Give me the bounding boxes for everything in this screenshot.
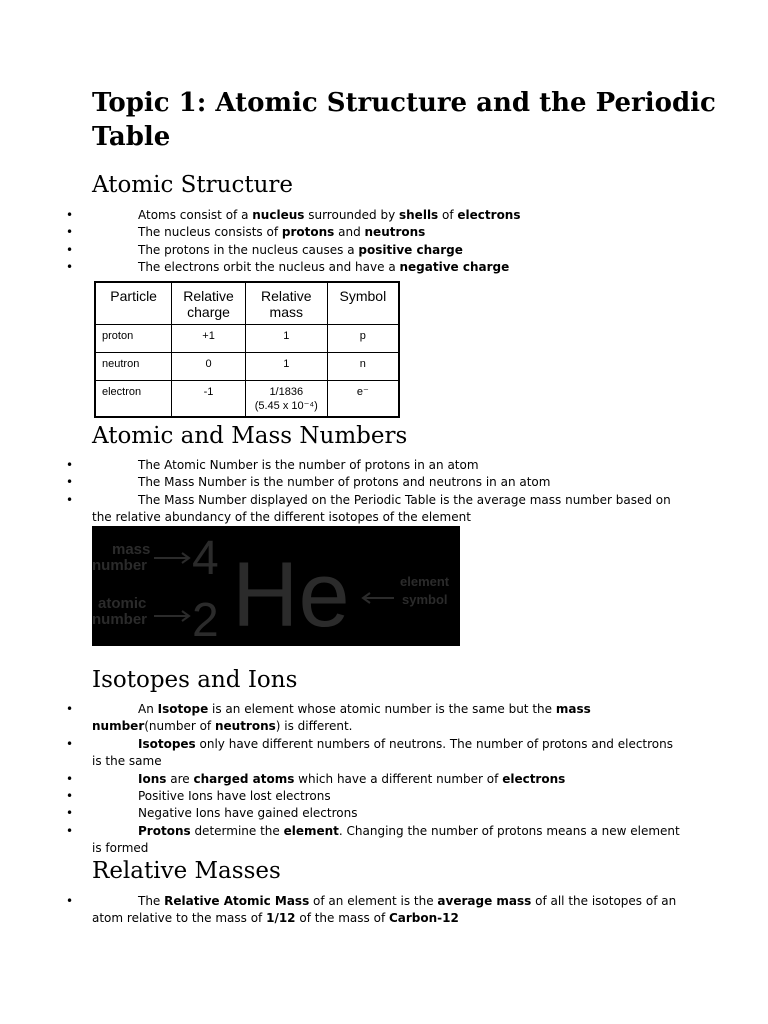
heading-isotopes-ions: Isotopes and Ions: [92, 667, 298, 693]
list-item: [0, 805, 680, 822]
mass-number-value: 4: [192, 532, 219, 585]
atomic-number-value: 2: [192, 594, 219, 646]
text-run: Positive Ions have lost electrons: [138, 789, 331, 804]
list-item: [0, 259, 680, 276]
header-particle: Particle: [95, 282, 172, 325]
list-item: [0, 207, 680, 224]
list-item: [0, 771, 680, 788]
text-run: The Atomic Number is the number of protons in an atom: [138, 458, 479, 472]
text-run: The nucleus consists of: [138, 225, 282, 240]
bold-text: Carbon-12: [388, 911, 459, 926]
text-run: are: [166, 771, 194, 786]
list-item: [0, 736, 680, 771]
list-item: [0, 823, 684, 858]
list-item: [0, 701, 680, 736]
text-run: of: [438, 208, 458, 222]
text-run: ) is different.: [275, 719, 353, 734]
text-run: which have a different number of: [294, 771, 503, 786]
text-run: (number of: [144, 719, 215, 734]
cell-symbol: e⁻: [327, 380, 399, 417]
text-run: The Mass Number is the number of protons and neutrons in an atom: [138, 475, 551, 490]
bold-text: positive charge: [358, 242, 463, 257]
text-run: Atoms consist of a: [138, 208, 253, 222]
bold-text: neutrons: [214, 719, 276, 734]
cell-mass-note: (5.45 x 10⁻⁴): [254, 399, 318, 412]
mass-label-word2: number: [92, 557, 148, 574]
header-symbol: Symbol: [327, 282, 399, 325]
particle-table: [94, 281, 400, 418]
bold-text: nucleus: [252, 208, 305, 222]
list-item: [0, 474, 680, 491]
bold-text: charged atoms: [193, 771, 295, 786]
bold-text: negative charge: [399, 260, 510, 275]
cell-mass: [245, 380, 327, 417]
bold-text: neutrons: [364, 225, 426, 240]
text-run: The electrons orbit the nucleus and have a: [138, 260, 400, 275]
text-run: The: [138, 894, 165, 908]
element-label-word1: element: [400, 574, 450, 589]
bold-text: average mass: [437, 894, 532, 908]
cell-mass: 1: [245, 352, 327, 380]
bold-text: 1/12: [266, 911, 296, 926]
header-relative-mass: Relative mass: [245, 282, 327, 325]
text-run: of all the isotopes of an atom relative to the mass of: [92, 894, 681, 926]
bold-text: element: [283, 823, 339, 838]
bold-text: Ions: [138, 771, 167, 786]
isotopes-list: [0, 701, 684, 858]
cell-symbol: n: [327, 352, 399, 380]
cell-mass: 1: [245, 325, 327, 353]
table-row-electron: [95, 380, 399, 417]
text-run: . Changing the number of protons means a new element is formed: [92, 823, 684, 856]
helium-notation-svg: [92, 526, 460, 646]
cell-charge: 0: [172, 352, 246, 380]
atomic-label-word1: atomic: [98, 595, 147, 612]
heading-relative-masses: Relative Masses: [92, 858, 281, 884]
text-run: The protons in the nucleus causes a: [138, 242, 359, 257]
bold-text: Relative Atomic Mass: [164, 894, 310, 908]
text-run: An: [138, 702, 158, 716]
text-run: only have different numbers of neutrons. The number of protons and electrons is the same: [92, 736, 677, 769]
cell-charge: -1: [172, 380, 246, 417]
mass-numbers-list: [0, 457, 680, 527]
header-relative-charge: Relative charge: [172, 282, 246, 325]
bold-text: shells: [399, 208, 439, 222]
bold-text: electrons: [457, 208, 521, 222]
text-run: is an element whose atomic number is the same but the: [208, 702, 556, 716]
bold-text: Protons: [138, 823, 191, 838]
table-header-row: [95, 282, 399, 325]
cell-symbol: p: [327, 325, 399, 353]
heading-atomic-mass-numbers: Atomic and Mass Numbers: [92, 423, 408, 449]
atomic-structure-list: [0, 207, 680, 277]
list-item: [0, 492, 680, 527]
list-item: [0, 893, 680, 928]
mass-label-word1: mass: [112, 541, 151, 558]
bold-text: electrons: [502, 771, 566, 786]
cell-particle: neutron: [95, 352, 172, 380]
list-item: [0, 224, 680, 241]
text-run: surrounded by: [304, 208, 399, 222]
text-run: and: [334, 225, 365, 240]
list-item: [0, 242, 680, 259]
bold-text: Isotope: [157, 702, 209, 716]
cell-charge: +1: [172, 325, 246, 353]
bold-text: protons: [281, 225, 335, 240]
relative-masses-list: [0, 893, 680, 928]
bold-text: Isotopes: [138, 736, 196, 751]
cell-mass-value: 1/1836: [269, 385, 304, 398]
heading-atomic-structure: Atomic Structure: [92, 172, 294, 198]
table-row-neutron: [95, 352, 399, 380]
text-run: of an element is the: [309, 894, 438, 908]
text-run: Negative Ions have gained electrons: [138, 806, 358, 821]
element-symbol-he: He: [232, 544, 350, 646]
page-title: Topic 1: Atomic Structure and the Periodic Table: [92, 88, 716, 152]
atomic-number-label: [92, 595, 151, 628]
text-run: The Mass Number displayed on the Periodic Table is the average mass number based on the relative abundancy of the different isotopes of the element: [92, 492, 675, 525]
table-row-proton: [95, 325, 399, 353]
cell-particle: proton: [95, 325, 172, 353]
list-item: [0, 457, 680, 474]
text-run: of the mass of: [295, 911, 389, 926]
list-item: [0, 788, 680, 805]
atomic-label-word2: number: [92, 611, 148, 628]
helium-notation-diagram: [92, 526, 460, 646]
bold-text: mass number: [92, 702, 595, 734]
element-label-word2: symbol: [402, 592, 448, 607]
cell-particle: electron: [95, 380, 172, 417]
text-run: determine the: [190, 823, 284, 838]
